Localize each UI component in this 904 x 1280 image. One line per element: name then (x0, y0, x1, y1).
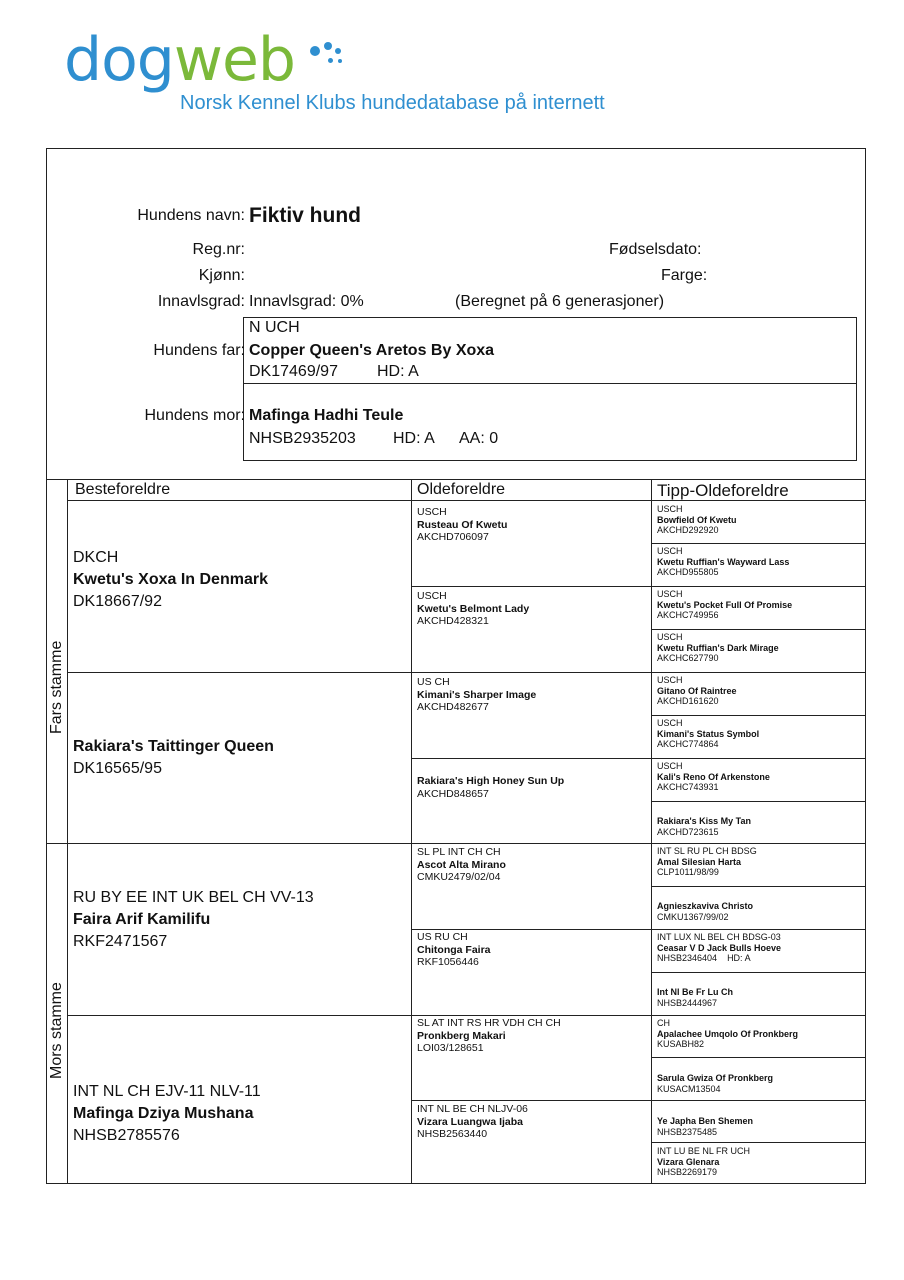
dam-name: Mafinga Hadhi Teule (249, 407, 404, 424)
gggp-sep-2 (651, 629, 865, 630)
gggp-name: Kwetu Ruffian's Dark Mirage (657, 642, 779, 653)
ggp-name: Vizara Luangwa Ijaba (417, 1115, 524, 1128)
gggp-name: Amal Silesian Harta (657, 856, 742, 867)
grandparent (73, 547, 268, 613)
gggp-title: USCH (657, 504, 683, 514)
gggp-title: INT SL RU PL CH BDSG (657, 846, 757, 856)
sire-title: N UCH (249, 319, 300, 336)
great-grandparent (417, 775, 564, 800)
col-greatgrandparents: Oldeforeldre (417, 481, 506, 498)
gggp-name: Vizara Glenara (657, 1156, 720, 1167)
great-grandparent (417, 931, 491, 969)
gp-sep-3 (67, 1015, 865, 1016)
parents-divider (243, 383, 857, 384)
gp-reg: DK18667/92 (73, 593, 162, 610)
gggp-cell (657, 816, 751, 837)
gggp-cell (657, 1018, 798, 1050)
gp-name: Mafinga Dziya Mushana (73, 1105, 254, 1122)
gggp-title: USCH (657, 546, 683, 556)
gggp-name: Kwetu Ruffian's Wayward Lass (657, 556, 790, 567)
gp-name: Rakiara's Taittinger Queen (73, 738, 274, 755)
great-grandparent (417, 1103, 528, 1141)
ggp-name: Kwetu's Belmont Lady (417, 602, 530, 615)
gggp-reg: AKCHC627790 (657, 653, 719, 663)
gggp-name: Kimani's Status Symbol (657, 728, 760, 739)
gggp-cell (657, 546, 789, 578)
ggp-column-line (651, 479, 652, 1183)
gggp-sep-5 (651, 886, 865, 887)
sire-name: Copper Queen's Aretos By Xoxa (249, 342, 495, 359)
gggp-hd: HD: A (727, 953, 751, 963)
side-dam-label: Mors stamme (48, 982, 65, 1079)
gggp-cell (657, 718, 759, 750)
gggp-name: Kwetu's Pocket Full Of Promise (657, 599, 793, 610)
ggp-reg: CMKU2479/02/04 (417, 871, 501, 883)
gp-name: Kwetu's Xoxa In Denmark (73, 571, 268, 588)
gggp-name: Agnieszkaviva Christo (657, 901, 754, 911)
gggp-reg: AKCHD292920 (657, 525, 719, 535)
ggp-reg: AKCHD706097 (417, 531, 489, 543)
gggp-title: INT LU BE NL FR UCH (657, 1146, 751, 1156)
great-grandparent (417, 1017, 561, 1055)
gggp-name: Gitano Of Raintree (657, 685, 737, 696)
gggp-name: Int Nl Be Fr Lu Ch (657, 987, 733, 997)
gggp-reg: NHSB2375485 (657, 1126, 718, 1137)
gggp-cell (657, 901, 753, 922)
gp-sep-1 (67, 672, 865, 673)
gggp-reg: KUSACM13504 (657, 1083, 721, 1094)
ggp-sep-3 (411, 929, 865, 930)
ggp-title: USCH (417, 506, 447, 518)
gggp-cell (657, 589, 792, 621)
ggp-reg: NHSB2563440 (417, 1128, 488, 1140)
gggp-reg: NHSB2269179 (657, 1167, 718, 1177)
gggp-reg: AKCHD161620 (657, 696, 719, 706)
ggp-reg: AKCHD848657 (417, 787, 489, 800)
inbreeding-value: Innavlsgrad: 0% (249, 293, 364, 310)
gp-reg: NHSB2785576 (73, 1127, 180, 1144)
gggp-reg: AKCHD723615 (657, 826, 719, 837)
regnr-label: Reg.nr: (192, 241, 245, 258)
ggp-name: Kimani's Sharper Image (417, 688, 537, 701)
gggp-reg: AKCHC774864 (657, 739, 719, 749)
gggp-sep-1 (651, 543, 865, 544)
gggp-reg: NHSB2346404 (657, 953, 718, 963)
great-grandparent (417, 676, 536, 714)
ggp-name: Pronkberg Makari (417, 1029, 506, 1042)
gggp-cell (657, 1073, 773, 1094)
gggp-reg: AKCHD955805 (657, 567, 719, 577)
gp-reg: RKF2471567 (73, 933, 168, 950)
gggp-sep-6 (651, 972, 865, 973)
gp-title: INT NL CH EJV-11 NLV-11 (73, 1083, 261, 1100)
gggp-sep-3 (651, 715, 865, 716)
gggp-reg: KUSABH82 (657, 1039, 705, 1049)
gggp-cell (657, 761, 770, 793)
gggp-name: Ye Japha Ben Shemen (657, 1116, 754, 1126)
dam-reg: NHSB2935203 (249, 430, 356, 447)
gggp-sep-8 (651, 1142, 865, 1143)
side-column-line (67, 479, 68, 1183)
gggp-name: Kali's Reno Of Arkenstone (657, 771, 770, 782)
dam-label: Hundens mor: (144, 407, 245, 424)
gggp-name: Ceasar V D Jack Bulls Hoeve (657, 942, 782, 953)
gggp-sep-7 (651, 1057, 865, 1058)
ggp-name: Chitonga Faira (417, 943, 491, 956)
gp-name: Faira Arif Kamilifu (73, 911, 211, 928)
gggp-title: USCH (657, 589, 683, 599)
gggp-title: USCH (657, 632, 683, 642)
gggp-reg: CMKU1367/99/02 (657, 911, 729, 922)
great-grandparent (417, 846, 506, 884)
gggp-cell (657, 987, 733, 1008)
grandparent (73, 1081, 261, 1147)
sire-label: Hundens far: (153, 342, 245, 359)
ggp-name: Rusteau Of Kwetu (417, 518, 508, 531)
ggp-reg: LOI03/128651 (417, 1042, 484, 1054)
ggp-sep-4 (411, 1100, 865, 1101)
gggp-title: USCH (657, 718, 683, 728)
ggp-name: Rakiara's High Honey Sun Up (417, 775, 565, 787)
tagline: Norsk Kennel Klubs hundedatabase på internett (180, 92, 605, 114)
dogweb-logo (64, 25, 295, 95)
ggp-name: Ascot Alta Mirano (417, 858, 506, 871)
col-grandparents: Besteforeldre (75, 481, 171, 498)
gp-column-line (411, 479, 412, 1183)
logo-web: web (173, 25, 295, 95)
logo-dog: dog (64, 25, 174, 95)
gp-title: RU BY EE INT UK BEL CH VV-13 (73, 889, 314, 906)
gggp-reg: AKCHC749956 (657, 610, 719, 620)
gggp-title: USCH (657, 761, 683, 771)
gggp-title: CH (657, 1018, 670, 1028)
color-label: Farge: (661, 267, 708, 284)
pedigree-frame (46, 148, 866, 1184)
great-grandparent (417, 590, 529, 628)
gp-reg: DK16565/95 (73, 760, 162, 777)
ggp-reg: AKCHD428321 (417, 615, 489, 627)
ggp-title: USCH (417, 590, 447, 602)
great-grandparent (417, 506, 507, 544)
gggp-title: USCH (657, 675, 683, 685)
paw-dots-icon (308, 42, 348, 76)
side-sire-label: Fars stamme (48, 640, 65, 734)
ggp-title: SL PL INT CH CH (417, 846, 501, 858)
name-label: Hundens navn: (137, 207, 245, 224)
gggp-title: INT LUX NL BEL CH BDSG-03 (657, 932, 781, 942)
gggp-cell (657, 1116, 753, 1137)
gggp-cell (657, 932, 781, 964)
sex-label: Kjønn: (198, 267, 245, 284)
ggp-reg: AKCHD482677 (417, 701, 489, 713)
col-gggp: Tipp-Oldeforeldre (657, 481, 789, 500)
gggp-sep-4 (651, 801, 865, 802)
inbreeding-note: (Beregnet på 6 generasjoner) (455, 293, 665, 310)
sire-reg: DK17469/97 (249, 363, 338, 380)
dam-hd: HD: A (393, 430, 435, 447)
dog-name: Fiktiv hund (249, 204, 361, 227)
birthdate-label: Fødselsdato: (609, 241, 702, 258)
gggp-name: Sarula Gwiza Of Pronkberg (657, 1073, 774, 1083)
gggp-reg: CLP1011/98/99 (657, 867, 719, 877)
ggp-title: SL AT INT RS HR VDH CH CH (417, 1017, 561, 1029)
inbreeding-label: Innavlsgrad: (157, 293, 245, 310)
gggp-name: Apalachee Umqolo Of Pronkberg (657, 1028, 799, 1039)
ggp-reg: RKF1056446 (417, 956, 479, 968)
gp-title: DKCH (73, 549, 119, 566)
sire-hd: HD: A (377, 363, 419, 380)
ggp-title: INT NL BE CH NLJV-06 (417, 1103, 528, 1115)
gggp-cell (657, 632, 779, 664)
gggp-cell (657, 675, 737, 707)
grandparent (73, 736, 274, 780)
table-top-line (47, 479, 865, 480)
stamme-sep (47, 843, 865, 844)
ggp-title: US RU CH (417, 931, 468, 943)
ggp-sep-2 (411, 758, 865, 759)
gggp-reg: NHSB2444967 (657, 997, 718, 1008)
gggp-cell (657, 504, 737, 536)
ggp-sep-1 (411, 586, 865, 587)
gggp-name: Rakiara's Kiss My Tan (657, 816, 752, 826)
dam-aa: AA: 0 (459, 430, 499, 447)
grandparent (73, 887, 314, 953)
gggp-reg: AKCHC743931 (657, 782, 719, 792)
gggp-cell (657, 1146, 750, 1178)
gggp-cell (657, 846, 757, 878)
gggp-name: Bowfield Of Kwetu (657, 514, 737, 525)
ggp-title: US CH (417, 676, 450, 688)
